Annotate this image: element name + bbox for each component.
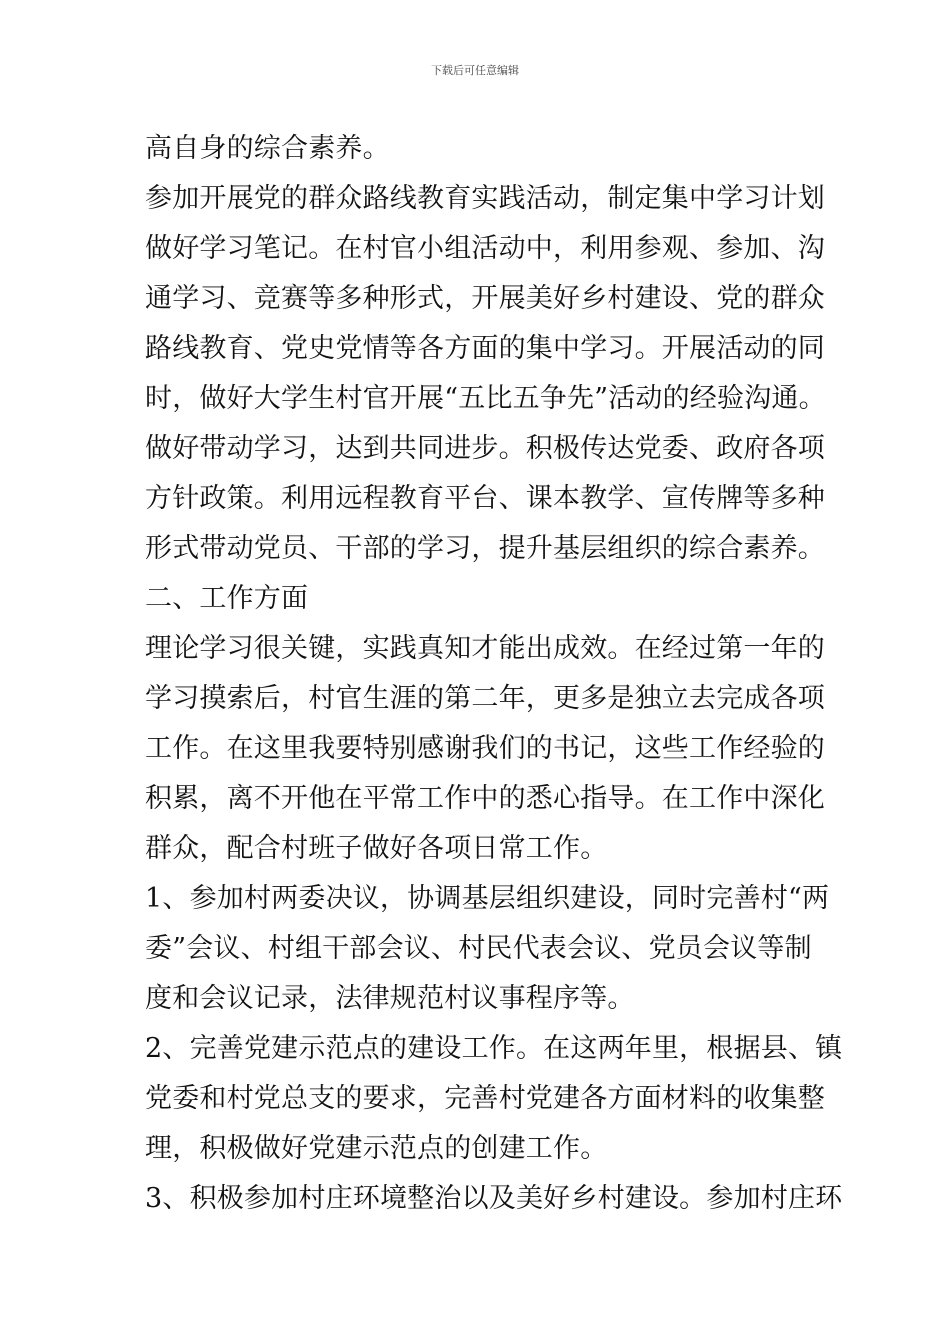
text-line: 方针政策。利用远程教育平台、课本教学、宣传牌等多种 — [145, 483, 825, 514]
text-line: 积累，离不开他在平常工作中的悉心指导。在工作中深化 — [145, 783, 825, 814]
text-line: 工作。在这里我要特别感谢我们的书记，这些工作经验的 — [145, 733, 825, 764]
text-line: 形式带动党员、干部的学习，提升基层组织的综合素养。 — [145, 533, 825, 564]
text-line: 学习摸索后，村官生涯的第二年，更多是独立去完成各项 — [145, 683, 825, 714]
text-line: 2、完善党建示范点的建设工作。在这两年里，根据县、镇 — [145, 1033, 843, 1064]
text-line: 群众，配合村班子做好各项日常工作。 — [145, 833, 608, 864]
text-line: 理论学习很关键，实践真知才能出成效。在经过第一年的 — [145, 633, 825, 664]
text-line: 做好学习笔记。在村官小组活动中，利用参观、参加、沟 — [145, 233, 825, 264]
text-line: 度和会议记录，法律规范村议事程序等。 — [145, 983, 635, 1014]
text-line: 参加开展党的群众路线教育实践活动，制定集中学习计划 — [145, 183, 825, 214]
text-line: 党委和村党总支的要求，完善村党建各方面材料的收集整 — [145, 1083, 825, 1114]
text-line: 做好带动学习，达到共同进步。积极传达党委、政府各项 — [145, 433, 825, 464]
text-line: 路线教育、党史党情等各方面的集中学习。开展活动的同 — [145, 333, 825, 364]
text-line: 通学习、竞赛等多种形式，开展美好乡村建设、党的群众 — [145, 283, 825, 314]
text-line: 1、参加村两委决议，协调基层组织建设，同时完善村“两 — [145, 883, 830, 914]
text-line: 时，做好大学生村官开展“五比五争先”活动的经验沟通。 — [145, 383, 826, 414]
section-heading: 二、工作方面 — [145, 583, 309, 614]
page-header: 下载后可任意编辑 — [431, 64, 519, 77]
text-line: 理，积极做好党建示范点的创建工作。 — [145, 1133, 608, 1164]
text-line: 高自身的综合素养。 — [145, 133, 390, 164]
text-line: 委”会议、村组干部会议、村民代表会议、党员会议等制 — [145, 933, 812, 964]
text-line: 3、积极参加村庄环境整治以及美好乡村建设。参加村庄环 — [145, 1183, 843, 1214]
